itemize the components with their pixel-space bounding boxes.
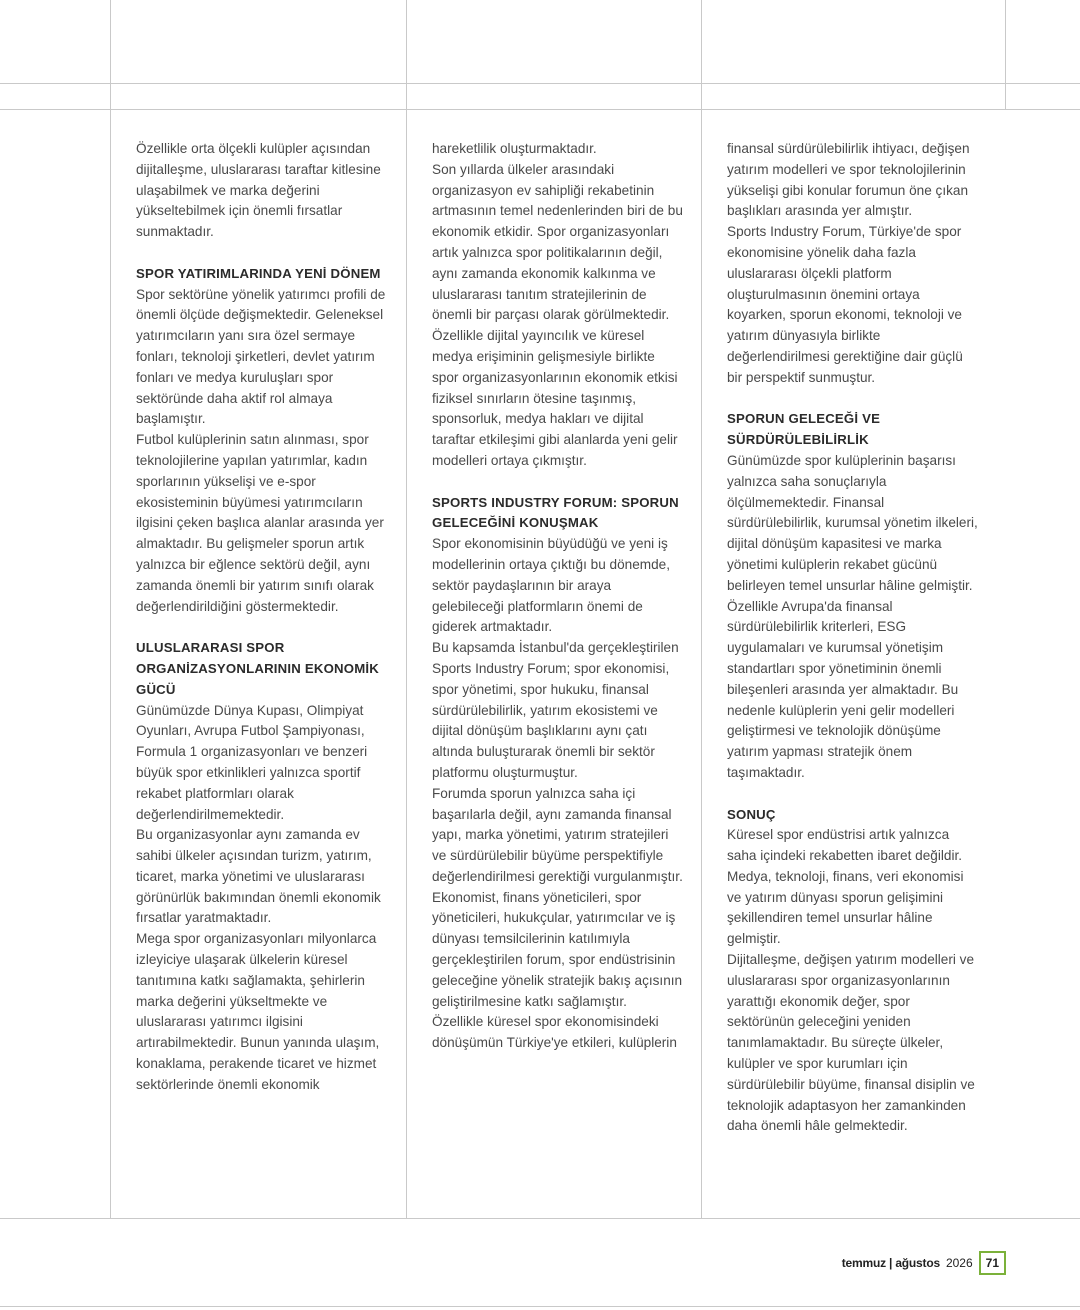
issue-label: temmuz | ağustos [841,1256,940,1270]
column-divider [1005,0,1006,110]
page-footer [842,1250,1006,1276]
body-paragraph: Bu organizasyonlar aynı zamanda ev sahibi ülkeler açısından turizm, yatırım, ticaret, marka yönetimi ve uluslararası görünürlük bakımından önemli ekonomik fırsatlar yaratmaktadır. [136,827,381,926]
text-column-3 [727,139,979,1137]
section-heading: SPOR YATIRIMLARINDA YENİ DÖNEM [136,265,381,281]
issue-year: 2026 [945,1256,973,1270]
text-column-1 [136,139,388,1096]
text-column-2 [432,139,684,1054]
paragraph-spacer [727,389,979,410]
body-paragraph: Ekonomist, finans yöneticileri, spor yöneticileri, hukukçular, yatırımcılar ve iş dünyası temsilcilerinin katılımıyla gerçekleştirilen forum, spor endüstrisinin geleceğine yönelik stratejik bakış açısının geliştirilmesine katkı sağlamıştır. [432,889,683,1009]
section-heading: SPORTS INDUSTRY FORUM: SPORUN GELECEĞİNİ KONUŞMAK [432,494,679,531]
body-paragraph: Bu kapsamda İstanbul'da gerçekleştirilen Sports Industry Forum; spor ekonomisi, spor yönetimi, spor hukuku, finansal sürdürülebilirlik, yatırım ekosistemi ve dijital dönüşüm başlıklarını aynı çatı altında buluşturarak önemli bir sektör platformu oluşturmuştur. [432,640,679,780]
body-paragraph: Özellikle küresel spor ekonomisindeki dönüşümün Türkiye'ye etkileri, kulüplerin [432,1014,677,1051]
body-paragraph: Günümüzde Dünya Kupası, Olimpiyat Oyunları, Avrupa Futbol Şampiyonası, Formula 1 organizasyonları ve benzeri büyük spor etkinlikleri yalnızca sportif rekabet platformları olarak değerlendirilmemektedir. [136,702,368,822]
top-rule-secondary [0,109,1080,110]
body-paragraph: hareketlilik oluşturmaktadır. [432,141,597,156]
body-paragraph: Futbol kulüplerinin satın alınması, spor teknolojilerine yapılan yatırımlar, kadın sporlarının yükselişi ve e-spor ekosisteminin büyümesi yatırımcıların ilgisini çeken başlıca alanlar arasında yer almaktadır. Bu gelişmeler sporun artık yalnızca bir eğlence sektörü değil, aynı zamanda önemli bir yatırım sınıfı olarak değerlendirildiğini göstermektedir. [136,432,384,614]
section-heading: SPORUN GELECEĞİ VE SÜRDÜRÜLEBİLİRLİK [727,411,881,448]
column-divider [406,0,407,1219]
body-paragraph: Forumda sporun yalnızca saha içi başarılarla değil, aynı zamanda finansal yapı, marka yönetimi, yatırım stratejileri ve sürdürülebilir büyüme perspektifiyle değerlendirilmesi gerektiği vurgulanmıştır. [432,785,683,884]
paragraph-spacer [432,472,684,493]
section-heading: ULUSLARARASI SPOR ORGANİZASYONLARININ EKONOMİK GÜCÜ [136,640,379,697]
body-paragraph: Özellikle Avrupa'da finansal sürdürülebilirlik kriterleri, ESG uygulamaları ve kurumsal yönetişim standartları spor yönetiminin önemli bileşenleri arasında yer almaktadır. Bu nedenle kulüplerin yeni gelir modelleri geliştirmesi ve teknolojik dönüşüme yatırım yapması stratejik önem taşımaktadır. [727,598,959,780]
body-paragraph: Dijitalleşme, değişen yatırım modelleri ve uluslararası spor organizasyonlarının yarattığı ekonomik değer, spor sektörünün geleceğini yeniden tanımlamaktadır. Bu süreçte ülkeler, kulüpler ve spor kurumları için sürdürülebilir büyüme, finansal disiplin ve teknolojik adaptasyon her zamankinden daha önemli hâle gelmektedir. [727,952,975,1134]
column-divider [701,0,702,1219]
body-paragraph: Son yıllarda ülkeler arasındaki organizasyon ev sahipliği rekabetinin artmasının temel nedenlerinden biri de bu ekonomik etkidir. Spor organizasyonları artık yalnızca spor politikalarının değil, aynı zamanda ekonomik kalkınma ve uluslararası tanıtım stratejilerinin de önemli bir parçası olarak görülmektedir. [432,161,683,323]
paragraph-spacer [136,617,388,638]
bottom-rule [0,1218,1080,1219]
page-bottom-rule [0,1306,1080,1307]
body-paragraph: Mega spor organizasyonları milyonlarca izleyiciye ulaşarak ülkelerin küresel tanıtımına katkı sağlamakta, şehirlerin marka değerini yükseltmekte ve uluslararası yatırımcı ilgisini artırabilmektedir. Bunun yanında ulaşım, konaklama, perakende ticaret ve hizmet sektörlerinde önemli ekonomik [136,931,380,1092]
body-paragraph: Küresel spor endüstrisi artık yalnızca saha içindeki rekabetten ibaret değildir. Medya, teknoloji, finans, veri ekonomisi ve yatırım dünyası sporun gelişimini şekillendiren temel unsurlar hâline gelmiştir. [727,827,964,947]
section-heading: SONUÇ [727,806,776,822]
body-paragraph: Özellikle dijital yayıncılık ve küresel medya erişiminin gelişmesiyle birlikte spor organizasyonlarının ekonomik etkisi fiziksel sınırların ötesine taşınmış, sponsorluk, medya hakları ve dijital taraftar etkileşimi gibi alanlarda yeni gelir modelleri ortaya çıkmıştır. [432,328,678,468]
body-paragraph: Günümüzde spor kulüplerinin başarısı yalnızca saha sonuçlarıyla ölçülmemektedir. Finansal sürdürülebilirlik, kurumsal yönetim ilkeleri, dijital dönüşüm kapasitesi ve marka yönetimi kulüplerin rekabet gücünü belirleyen temel unsurlar hâline gelmiştir. [727,452,978,593]
body-paragraph: Spor sektörüne yönelik yatırımcı profili de önemli ölçüde değişmektedir. Geleneksel yatırımcıların yanı sıra özel sermaye fonları, teknoloji şirketleri, devlet yatırım fonları ve medya kuruluşları spor sektöründe daha aktif rol almaya başlamıştır. [136,286,386,427]
body-paragraph: Sports Industry Forum, Türkiye'de spor ekonomisine yönelik daha fazla uluslararası ölçekli platform oluşturulmasının önemini ortaya koyarken, sporun ekonomi, teknoloji ve yatırım dünyasıyla birlikte değerlendirilmesi gerektiğine dair güçlü bir perspektif sunmuştur. [727,224,963,385]
page-number: 71 [979,1251,1006,1275]
top-rule [0,83,1080,84]
body-paragraph: Özellikle orta ölçekli kulüpler açısından dijitalleşme, uluslararası taraftar kitlesine ulaşabilmek ve marka değerini yükseltebilmek için önemli fırsatlar sunmaktadır. [136,141,381,240]
paragraph-spacer [727,784,979,805]
paragraph-spacer [136,243,388,264]
column-divider [110,0,111,1219]
body-paragraph: Spor ekonomisinin büyüdüğü ve yeni iş modellerinin ortaya çıktığı bu dönemde, sektör paydaşlarının bir araya gelebileceği platformların önemi de giderek artmaktadır. [432,536,671,635]
body-paragraph: finansal sürdürülebilirlik ihtiyacı, değişen yatırım modelleri ve spor teknolojilerinin yükselişi gibi konular forumun öne çıkan başlıkları arasında yer almıştır. [727,141,970,219]
